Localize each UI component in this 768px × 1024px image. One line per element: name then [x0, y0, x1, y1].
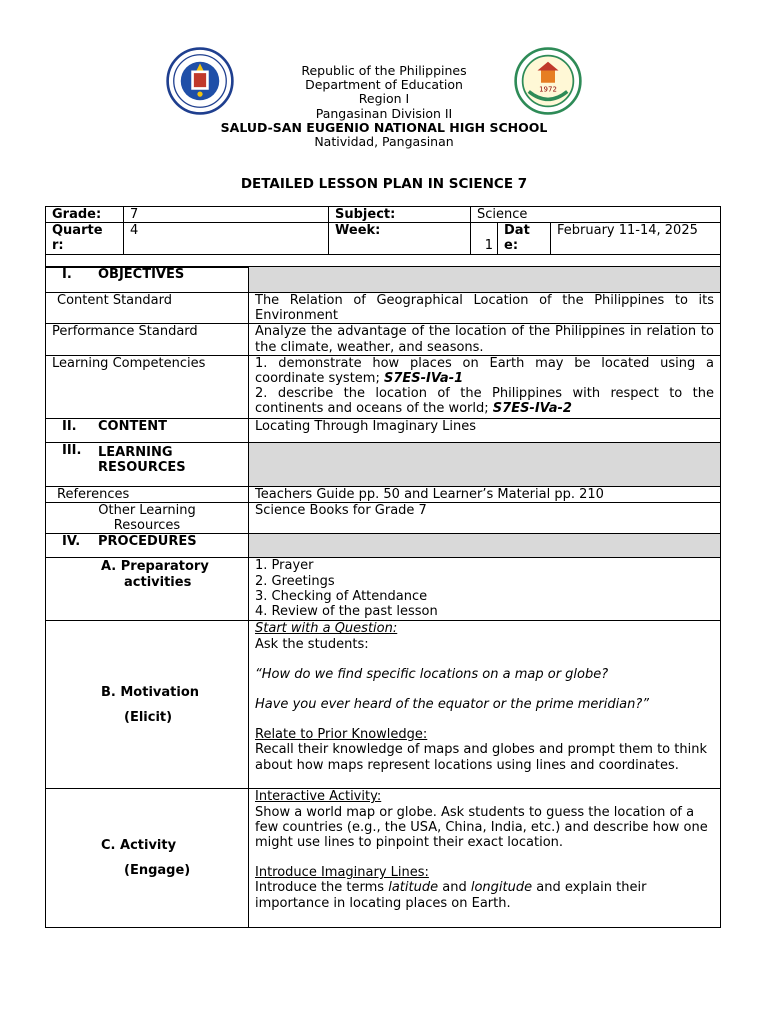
references-value: Teachers Guide pp. 50 and Learner’s Material pp. 210: [249, 486, 721, 502]
prior-knowledge-heading: Relate to Prior Knowledge:: [255, 727, 428, 743]
grade-value: 7: [124, 207, 329, 223]
svg-text:1972: 1972: [539, 85, 557, 94]
document-title: DETAILED LESSON PLAN IN SCIENCE 7: [240, 176, 528, 192]
content-standard-value: The Relation of Geographical Location of the Philippines to its Environment: [249, 293, 721, 324]
performance-standard-label: Performance Standard: [46, 324, 249, 355]
week-value: 1: [471, 223, 498, 254]
learning-competencies-label: Learning Competencies: [46, 355, 249, 418]
references-label: References: [46, 486, 249, 502]
term-latitude: latitude: [388, 880, 439, 896]
motivation-intro: Ask the students:: [255, 636, 369, 652]
date-value: February 11-14, 2025: [551, 223, 721, 254]
procedures-heading: IV. PROCEDURES: [46, 534, 249, 558]
letterhead: [0, 60, 768, 155]
activity-text: Show a world map or globe. Ask students to guess the location of a few countries (e.g., the USA, China, India, etc.) and describe how one might use lines to pinpoint their exact location.: [255, 804, 708, 851]
lesson-plan-table: [45, 266, 721, 928]
performance-standard-value: Analyze the advantage of the location of the Philippines in relation to the climate, weather, and seasons.: [249, 324, 721, 355]
week-label: Week:: [329, 223, 471, 254]
motivation-question-2: Have you ever heard of the equator or the prime meridian?”: [255, 697, 650, 713]
other-resources-label: Other Learning Resources: [46, 503, 249, 534]
activity-content: [249, 789, 721, 928]
prep-item: 4. Review of the past lesson: [255, 604, 438, 620]
other-resources-value: Science Books for Grade 7: [249, 503, 721, 534]
header-line2: Department of Education: [305, 77, 463, 93]
competency-1-code: S7ES-IVa-1: [384, 371, 464, 387]
term-longitude: longitude: [470, 880, 533, 896]
letterhead-text: [0, 64, 768, 149]
activity-label: C. Activity (Engage): [46, 789, 249, 928]
objectives-heading: I. OBJECTIVES: [46, 267, 249, 293]
school-location: Natividad, Pangasinan: [314, 134, 454, 150]
procedures-shade: [249, 534, 721, 558]
competency-1: 1. demonstrate how places on Earth may be located using a coordinate system;: [255, 355, 714, 387]
subject-label: Subject:: [329, 207, 471, 223]
activity-heading: Interactive Activity:: [255, 789, 382, 805]
prep-item: 2. Greetings: [255, 573, 335, 589]
date-label: Dat e:: [498, 223, 551, 254]
prep-item: 1. Prayer: [255, 558, 314, 574]
preparatory-activities: [249, 558, 721, 621]
competency-2-code: S7ES-IVa-2: [492, 401, 572, 417]
motivation-content: [249, 621, 721, 789]
competency-2: 2. describe the location of the Philippines with respect to the continents and oceans of the world;: [255, 386, 714, 417]
content-value: Locating Through Imaginary Lines: [249, 418, 721, 442]
preparatory-label: A. Preparatory activities: [46, 558, 249, 621]
prep-item: 3. Checking of Attendance: [255, 588, 428, 604]
quarter-label: Quarte r:: [46, 223, 124, 254]
school-name: SALUD-SAN EUGENIO NATIONAL HIGH SCHOOL: [220, 119, 548, 135]
motivation-label: B. Motivation (Elicit): [46, 621, 249, 789]
quarter-value: 4: [124, 223, 329, 254]
motivation-heading: Start with a Question:: [255, 621, 398, 637]
motivation-question-1: “How do we find specific locations on a map or globe?: [255, 666, 609, 682]
objectives-shade: [249, 267, 721, 293]
content-standard-label: Content Standard: [46, 293, 249, 324]
learning-resources-heading: III. LEARNING RESOURCES: [46, 442, 249, 486]
header-line3: Region I: [358, 91, 410, 107]
imaginary-lines-text: Introduce the terms latitude and longitude and explain their importance in locating places on Earth.: [255, 880, 647, 911]
resources-shade: [249, 442, 721, 486]
imaginary-lines-heading: Introduce Imaginary Lines:: [255, 865, 429, 881]
learning-competencies-value: [249, 355, 721, 418]
content-heading: II. CONTENT: [46, 418, 249, 442]
prior-knowledge-text: Recall their knowledge of maps and globes and prompt them to think about how maps represent locations using lines and coordinates.: [255, 742, 707, 773]
grade-label: Grade:: [46, 207, 124, 223]
subject-value: Science: [471, 207, 721, 223]
lesson-info-table: [45, 206, 721, 268]
header-line4: Pangasinan Division II: [315, 105, 453, 121]
header-line1: Republic of the Philippines: [301, 63, 467, 78]
